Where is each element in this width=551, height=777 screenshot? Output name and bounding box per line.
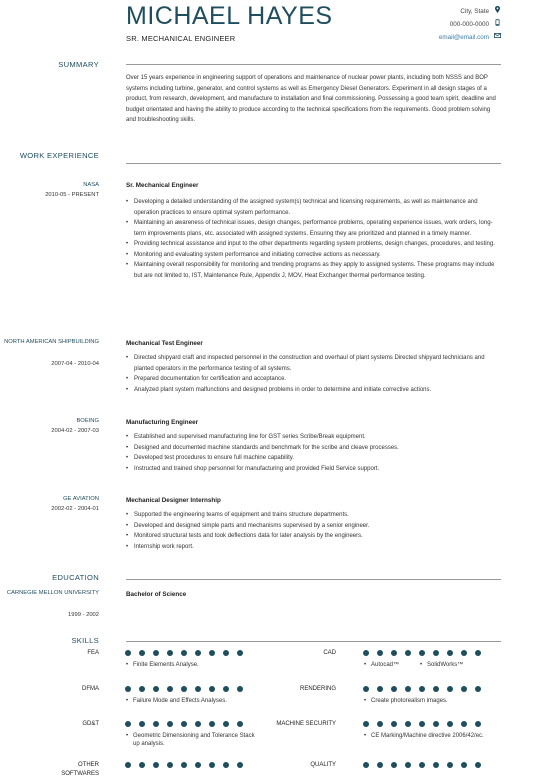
rating-dot: [195, 721, 201, 727]
skill-name: RENDERING: [299, 686, 336, 692]
list-item: • Developed and designed simple parts and mechanisms supervised by a senior engineer.: [126, 521, 501, 532]
rating-dot: [209, 686, 215, 692]
rating-dot: [433, 762, 439, 768]
list-item: • Established and supervised manufacturing line for GST series Scribe/Break equipment.: [126, 432, 501, 443]
email-link[interactable]: email@email.com: [438, 33, 489, 41]
rating-dot: [125, 721, 131, 727]
rating-dot: [181, 650, 187, 656]
rating-dot: [419, 721, 425, 727]
rating-dot: [433, 650, 439, 656]
rating-dot: [125, 650, 131, 656]
list-item: • Prepared documentation for certification and acceptance.: [126, 374, 501, 385]
envelope-icon: [493, 33, 501, 42]
rating-dot: [461, 762, 467, 768]
list-item: • Developed test procedures to ensure full machine capability.: [126, 453, 501, 464]
list-item: • Maintaining overall responsibility for monitoring and trending programs as they apply to assigned systems. These programs may include but are not limited to, IST, Maintenance Rule, Appendix J, MOV, Heat Exchanger thermal performance testing.: [126, 260, 501, 281]
rating-dot: [405, 721, 411, 727]
skill-name: FEA: [87, 650, 99, 656]
skill-name: DFMA: [82, 686, 99, 692]
job-dates: 2010-05 - PRESENT: [45, 192, 99, 198]
skill-rating: [125, 762, 243, 768]
rating-dot: [195, 762, 201, 768]
rating-dot: [475, 650, 481, 656]
list-item: • Analyzed plant system malfunctions and designed problems in order to determine and initiate corrective actions.: [126, 385, 501, 396]
phone-icon: [493, 19, 501, 30]
list-item: • Supported the engineering teams of equipment and trains structure departments.: [126, 510, 501, 521]
rating-dot: [405, 650, 411, 656]
rating-dot: [195, 650, 201, 656]
rating-dot: [461, 721, 467, 727]
education-heading: EDUCATION: [52, 573, 99, 582]
list-item: • Providing technical assistance and input to the other departments regarding system problems, design changes, procedures, and testing.: [126, 239, 501, 250]
rating-dot: [447, 721, 453, 727]
rating-dot: [447, 762, 453, 768]
skill-rating: [125, 686, 243, 692]
rating-dot: [363, 650, 369, 656]
rating-dot: [237, 686, 243, 692]
rating-dot: [181, 686, 187, 692]
skills-divider: [126, 641, 501, 642]
rating-dot: [461, 686, 467, 692]
rating-dot: [209, 762, 215, 768]
skill-item: • Create photorealism images.: [364, 697, 448, 705]
job-title: Sr. Mechanical Engineer: [126, 182, 199, 189]
job-bullets: [126, 353, 501, 395]
rating-dot: [153, 721, 159, 727]
rating-dot: [363, 762, 369, 768]
rating-dot: [475, 721, 481, 727]
skill-rating: [363, 762, 481, 768]
rating-dot: [391, 650, 397, 656]
rating-dot: [377, 650, 383, 656]
education-org: CARNEGIE MELLON UNIVERSITY: [6, 590, 99, 596]
job-org: NORTH AMERICAN SHIPBUILDING: [4, 339, 99, 345]
job-dates: 2004-02 - 2007-03: [51, 428, 99, 434]
skill-name: QUALITY: [310, 762, 336, 768]
rating-dot: [447, 650, 453, 656]
rating-dot: [195, 686, 201, 692]
rating-dot: [447, 686, 453, 692]
rating-dot: [237, 650, 243, 656]
experience-divider: [126, 163, 501, 164]
rating-dot: [237, 762, 243, 768]
rating-dot: [139, 762, 145, 768]
rating-dot: [167, 721, 173, 727]
summary-divider: [126, 64, 501, 65]
skill-item: • Failure Mode and Effects Analyses.: [126, 697, 227, 705]
list-item: • Developing a detailed understanding of the assigned system(s) technical and licensing requirements, as well as maintenance and operation practices to ensure optimal system performance.: [126, 197, 501, 218]
rating-dot: [139, 721, 145, 727]
rating-dot: [461, 650, 467, 656]
rating-dot: [419, 686, 425, 692]
list-item: • Directed shipyard craft and inspected personnel in the construction and overhaul of plant systems Directed shipyard technicians and planted operators in the performance testing of all systems.: [126, 353, 501, 374]
rating-dot: [139, 650, 145, 656]
rating-dot: [125, 762, 131, 768]
skill-item: • SolidWorks™: [420, 661, 463, 669]
rating-dot: [125, 686, 131, 692]
job-title: Mechanical Designer Internship: [126, 497, 221, 504]
rating-dot: [153, 762, 159, 768]
list-item: • Designed and documented machine standards and benchmark for the scribe and cleave processes.: [126, 443, 501, 454]
rating-dot: [405, 762, 411, 768]
rating-dot: [419, 650, 425, 656]
rating-dot: [223, 721, 229, 727]
rating-dot: [223, 762, 229, 768]
rating-dot: [377, 721, 383, 727]
skill-item: • Geometric Dimensioning and Tolerance Stack up analysis.: [126, 732, 261, 748]
rating-dot: [167, 650, 173, 656]
rating-dot: [419, 762, 425, 768]
job-dates: 2007-04 - 2010-04: [51, 361, 99, 367]
rating-dot: [181, 762, 187, 768]
rating-dot: [363, 686, 369, 692]
job-org: NASA: [83, 182, 99, 188]
skill-rating: [125, 721, 243, 727]
rating-dot: [363, 721, 369, 727]
list-item: • Monitored structural tests and took deflections data for later analysis by the engineers.: [126, 531, 501, 542]
rating-dot: [167, 686, 173, 692]
job-org: GE AVIATION: [63, 496, 99, 502]
job-bullets: [126, 432, 501, 474]
candidate-name: MICHAEL HAYES: [126, 2, 333, 30]
location-text: City, State: [460, 7, 489, 15]
job-bullets: [126, 197, 501, 281]
contact-block: [381, 5, 501, 44]
skill-item: • Autocad™: [364, 661, 399, 669]
rating-dot: [181, 721, 187, 727]
rating-dot: [209, 721, 215, 727]
work-experience-heading: WORK EXPERIENCE: [19, 151, 99, 160]
phone-text: 000-000-0000: [449, 20, 489, 28]
list-item: • Maintaining an awareness of technical issues, design changes, performance problems, operating experience issues, work orders, long-term improvements plans, etc. associated with assigned systems. Ensuring they are prioritized and planned in a timely manner.: [126, 218, 501, 239]
job-title: Manufacturing Engineer: [126, 419, 199, 426]
skill-rating: [363, 686, 481, 692]
rating-dot: [209, 650, 215, 656]
rating-dot: [391, 721, 397, 727]
list-item: • Internship work report.: [126, 542, 501, 553]
contact-location: [381, 5, 501, 18]
degree-title: Bachelor of Science: [126, 591, 187, 598]
rating-dot: [391, 686, 397, 692]
rating-dot: [153, 686, 159, 692]
skill-name: MACHINE SECURITY: [276, 721, 336, 727]
rating-dot: [433, 721, 439, 727]
rating-dot: [391, 762, 397, 768]
skill-item: • Finite Elements Analyse.: [126, 661, 199, 669]
list-item: • Monitoring and evaluating system performance and initiating corrective actions as necessary.: [126, 250, 501, 261]
summary-text: Over 15 years experience in engineering support of operations and maintenance of nuclear power plants, including both NSSS and BOP systems including turbine, generator, and control systems as well as Emergency Diesel Generators. Experiment in all design stages of a product, from research, development, and manufacture to installation and final commissioning. Possessing a good team spirit, deadline and budget orientated and having the ability to produce according to the technical specifications from the requirements. Good problem solving and troubleshooting skills.: [126, 75, 496, 124]
job-title: Mechanical Test Engineer: [126, 340, 203, 347]
skill-rating: [125, 650, 243, 656]
job-org: BOEING: [76, 418, 99, 424]
map-pin-icon: [493, 6, 501, 17]
job-dates: 2002-02 - 2004-01: [51, 506, 99, 512]
skill-item: • CE Marking/Machine directive 2006/42/ec.: [364, 732, 484, 740]
rating-dot: [223, 650, 229, 656]
rating-dot: [377, 762, 383, 768]
rating-dot: [433, 686, 439, 692]
skill-rating: [363, 650, 481, 656]
rating-dot: [237, 721, 243, 727]
list-item: • Instructed and trained shop personnel for manufacturing and provided Field Service support.: [126, 464, 501, 475]
skill-name: CAD: [323, 650, 336, 656]
skill-name: GD&T: [82, 721, 99, 727]
rating-dot: [475, 762, 481, 768]
education-dates: 1999 - 2002: [68, 612, 99, 618]
rating-dot: [405, 686, 411, 692]
rating-dot: [139, 686, 145, 692]
rating-dot: [167, 762, 173, 768]
skill-rating: [363, 721, 481, 727]
summary-heading: SUMMARY: [58, 60, 99, 69]
rating-dot: [475, 686, 481, 692]
rating-dot: [223, 686, 229, 692]
rating-dot: [153, 650, 159, 656]
education-divider: [126, 579, 501, 580]
contact-email[interactable]: [381, 31, 501, 44]
job-title-heading: SR. MECHANICAL ENGINEER: [126, 34, 236, 43]
job-bullets: [126, 510, 501, 552]
rating-dot: [377, 686, 383, 692]
skill-name: OTHER SOFTWARES: [61, 762, 99, 777]
contact-phone: [381, 18, 501, 31]
skills-heading: SKILLS: [71, 636, 99, 645]
